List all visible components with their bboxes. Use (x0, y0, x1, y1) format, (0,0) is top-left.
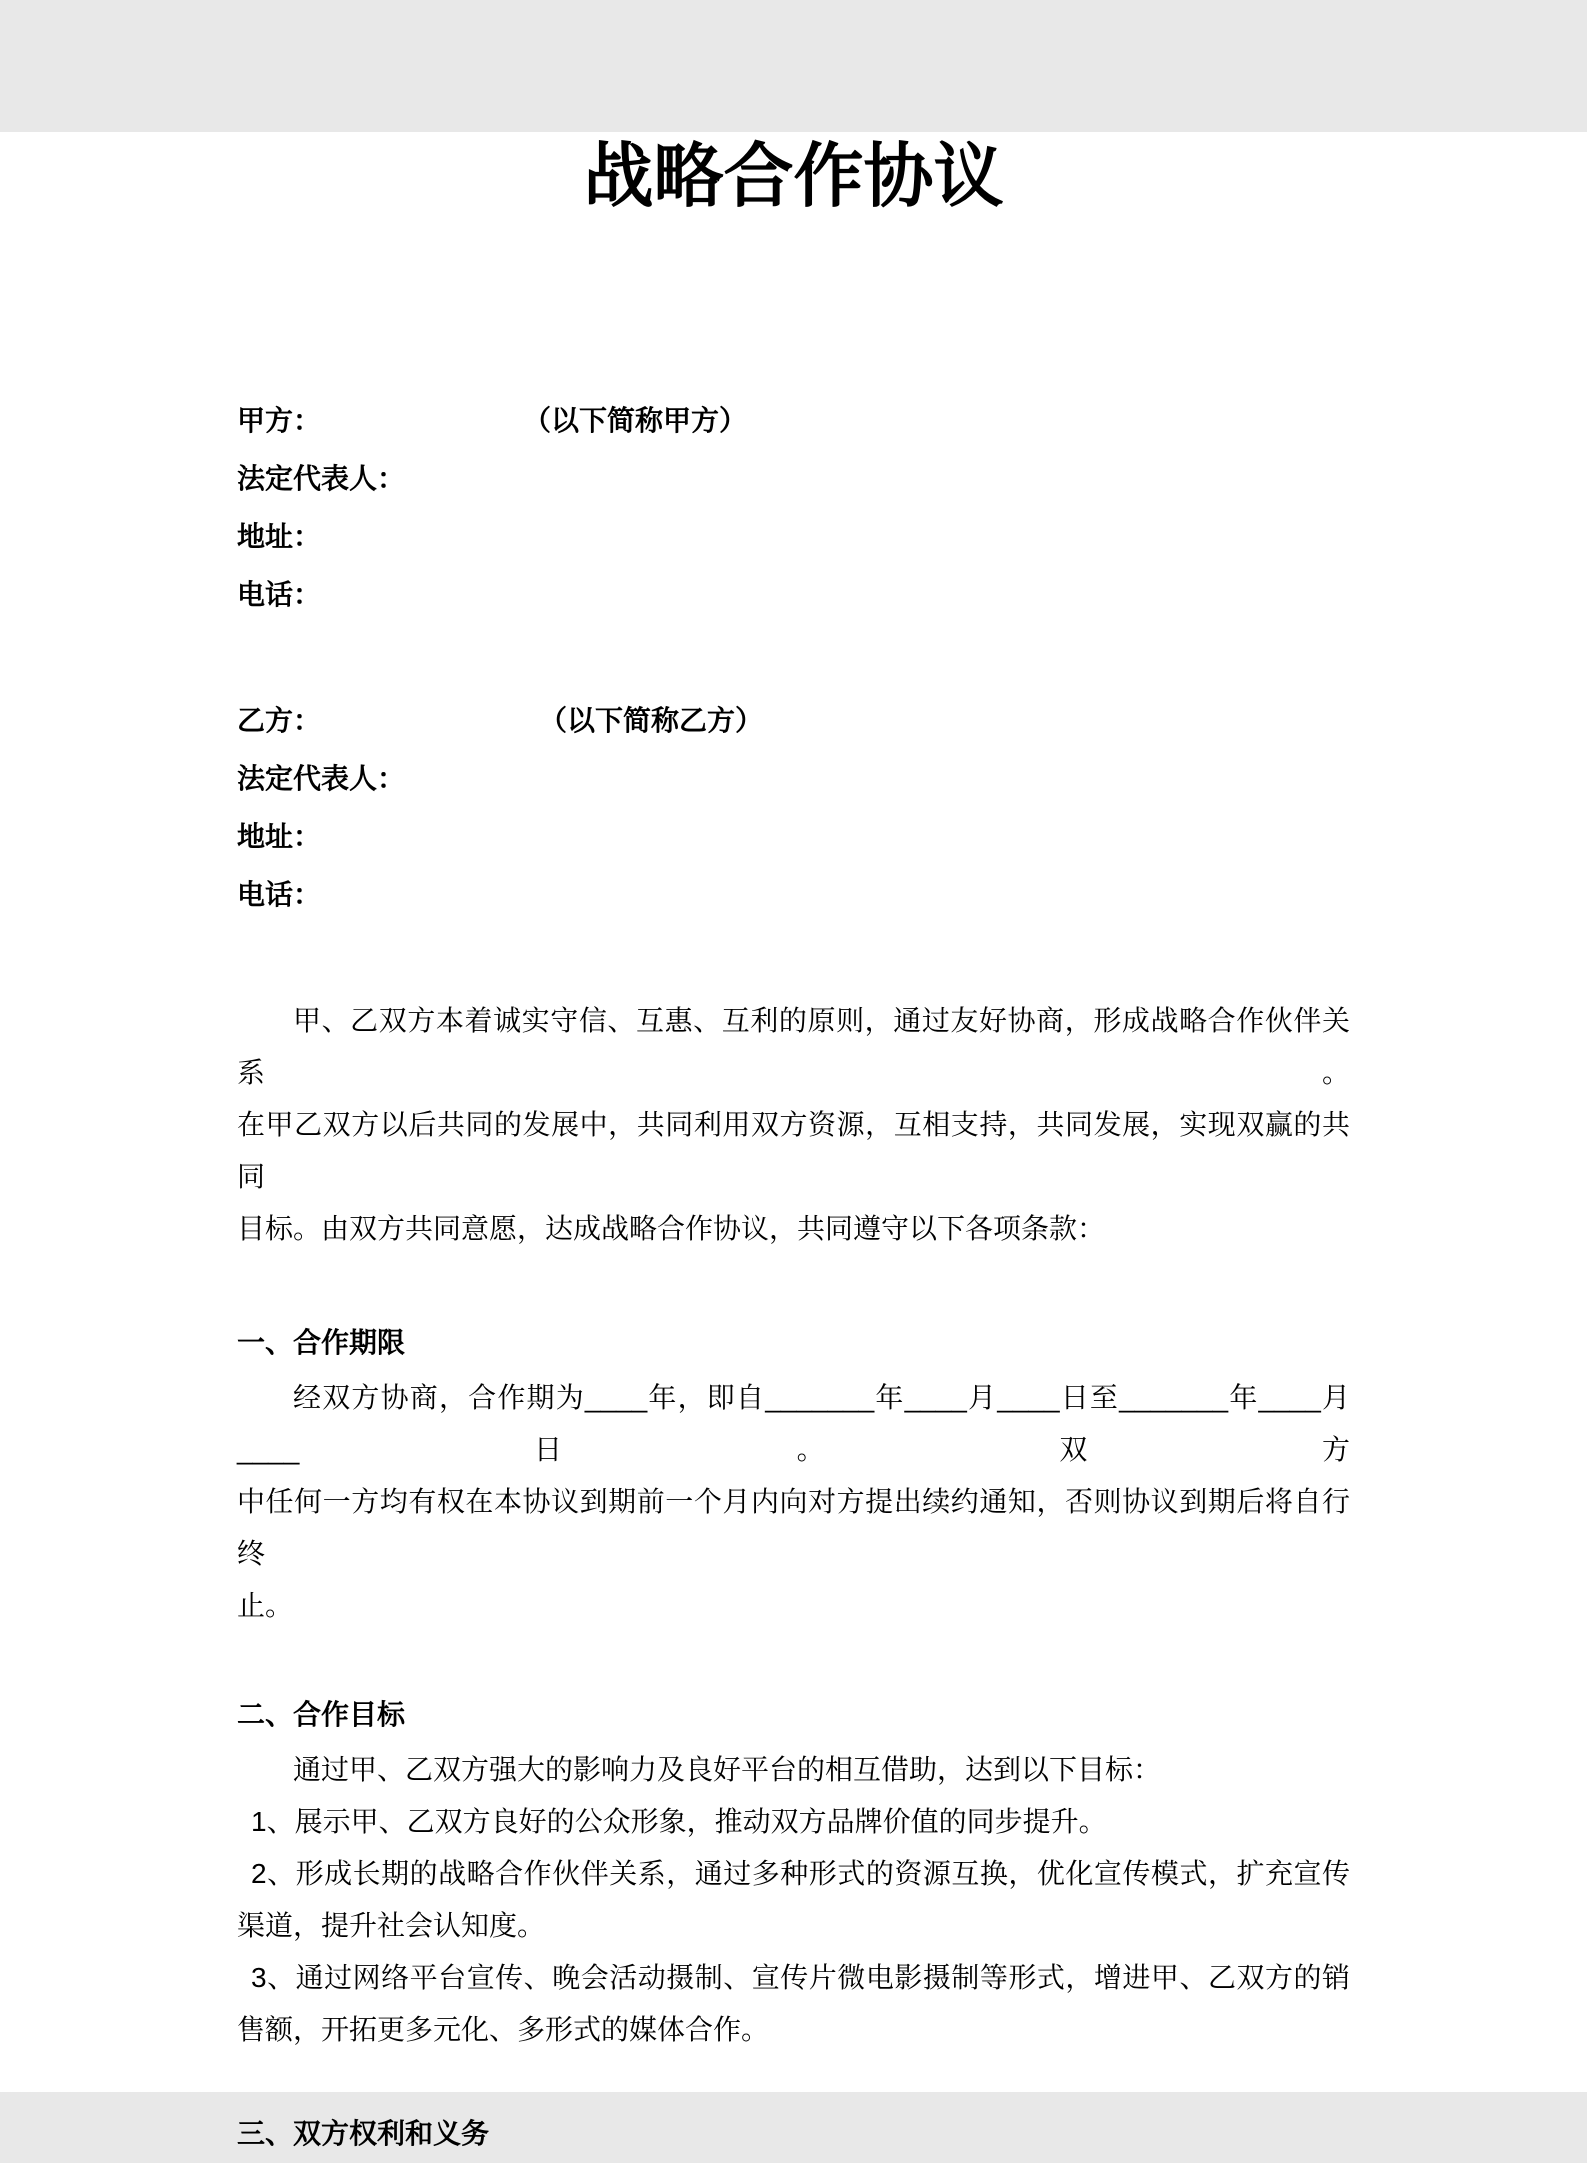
section-2-item-1 (237, 1796, 1350, 1848)
party-b-label: 乙方： (237, 705, 322, 736)
party-b-address-row: 地址： (237, 821, 322, 852)
text-line: 渠道，提升社会认知度。 (237, 1910, 546, 1941)
section-1-heading: 一、合作期限 (237, 1327, 406, 1358)
text-line: 经双方协商，合作期为____年，即自_______年____月____日至_______年____月____日。双方 (237, 1382, 1350, 1465)
party-a-phone-row: 电话： (237, 579, 322, 610)
text-line: 1、展示甲、乙双方良好的公众形象，推动双方品牌价值的同步提升。 (251, 1806, 1107, 1837)
text-line: 3、通过网络平台宣传、晚会活动摄制、宣传片微电影摄制等形式，增进甲、乙双方的销 (251, 1962, 1350, 1993)
party-a-legal-rep-row: 法定代表人： (237, 463, 406, 494)
text-line: 甲、乙双方本着诚实守信、互惠、互利的原则，通过友好协商，形成战略合作伙伴关系。 (237, 1005, 1350, 1088)
party-b-name-row (237, 692, 1350, 750)
section-2-item-3 (237, 1952, 1350, 2056)
document-page (0, 132, 1587, 2149)
section-2-intro (237, 1744, 1350, 1796)
party-b-phone-row: 电话： (237, 879, 322, 910)
text-line: 2、形成长期的战略合作伙伴关系，通过多种形式的资源互换，优化宣传模式，扩充宣传 (251, 1858, 1350, 1889)
document-title: 战略合作协议 (583, 137, 1004, 215)
text-line: 中任何一方均有权在本协议到期前一个月内向对方提出续约通知，否则协议到期后将自行终 (237, 1486, 1350, 1569)
party-a-block (237, 392, 1350, 624)
party-b-alias: （以下简称乙方） (553, 705, 764, 736)
text-line: 目标。由双方共同意愿，达成战略合作协议，共同遵守以下各项条款： (237, 1213, 1106, 1244)
preamble-paragraph (237, 995, 1350, 1255)
text-line: 在甲乙双方以后共同的发展中，共同利用双方资源，互相支持，共同发展，实现双赢的共同 (237, 1109, 1350, 1192)
party-b-block (237, 692, 1350, 924)
text-line: 止。 (237, 1590, 294, 1621)
text-line: 售额，开拓更多元化、多形式的媒体合作。 (237, 2014, 770, 2045)
section-1-paragraph (237, 1372, 1350, 1632)
party-a-alias: （以下简称甲方） (537, 405, 748, 436)
text-line: 通过甲、乙双方强大的影响力及良好平台的相互借助，达到以下目标： (293, 1754, 1162, 1785)
party-a-label: 甲方： (237, 405, 322, 436)
section-2-item-2 (237, 1848, 1350, 1952)
party-a-name-row (237, 392, 1350, 450)
section-3-heading: 三、双方权利和义务 (237, 2118, 490, 2149)
section-2-heading: 二、合作目标 (237, 1699, 406, 1730)
party-a-address-row: 地址： (237, 521, 322, 552)
party-b-legal-rep-row: 法定代表人： (237, 763, 406, 794)
